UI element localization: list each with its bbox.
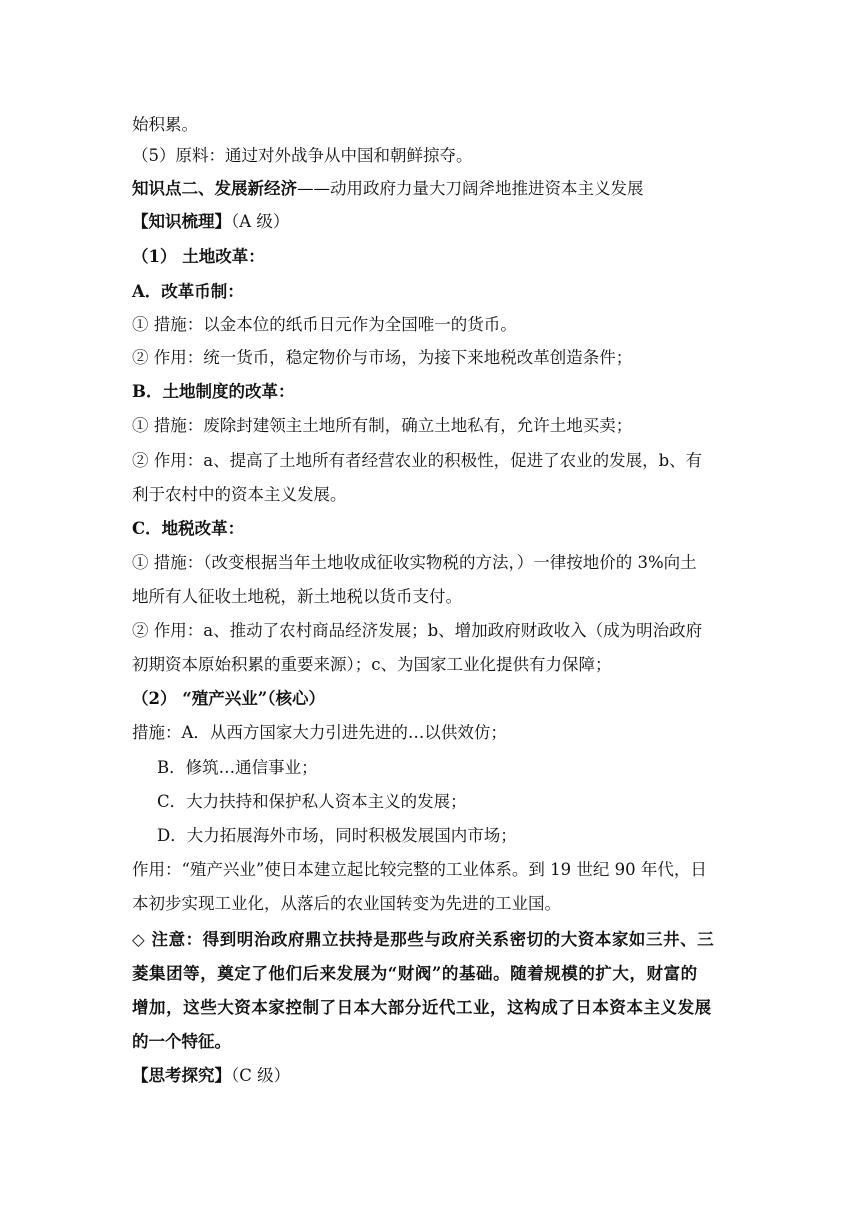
item-heading: A．改革币制： (132, 282, 244, 301)
subsection-heading (132, 211, 732, 233)
heading-bold: 知识点二、发展新经济 (132, 179, 297, 198)
note-line: 菱集团等，奠定了他们后来发展为“财阀”的基础。随着规模的扩大，财富的 (132, 964, 698, 983)
item-heading: B．土地制度的改革： (132, 382, 295, 401)
level-tag: （C 级） (231, 1066, 291, 1085)
item-heading: C．地税改革： (132, 519, 245, 538)
note-line: 增加，这些大资本家控制了日本大部分近代工业，这构成了日本资本主义发展 (132, 998, 712, 1017)
text-line: 措施：A．从西方国家大力引进先进的…以供效仿； (132, 723, 507, 742)
text-line: 始积累。 (132, 115, 198, 134)
text-line: ① 措施：以金本位的纸币日元作为全国唯一的货币。 (132, 315, 517, 334)
text-line: ① 措施：（改变根据当年土地收成征收实物税的方法，）一律按地价的 3%向土 (132, 553, 697, 572)
text-line: C．大力扶持和保护私人资本主义的发展； (157, 792, 467, 811)
text-line: ② 作用：a、提高了土地所有者经营农业的积极性，促进了农业的发展，b、有 (132, 451, 703, 470)
text-line: 初期资本原始积累的重要来源）；c、为国家工业化提供有力保障； (132, 655, 612, 674)
text-line: D．大力拓展海外市场，同时积极发展国内市场； (157, 826, 517, 845)
text-line: ② 作用：a、推动了农村商品经济发展；b、增加政府财政收入（成为明治政府 (132, 621, 703, 640)
text-line: 作用：“殖产兴业”使日本建立起比较完整的工业体系。到 19 世纪 90 年代，日 (132, 860, 707, 879)
item-heading: （1） 土地改革： (132, 247, 265, 266)
level-tag: （A 级） (231, 212, 290, 231)
text-line: 地所有人征收土地税，新土地税以货币支付。 (132, 587, 462, 606)
text-line: ① 措施：废除封建领主土地所有制，确立土地私有，允许土地买卖； (132, 416, 633, 435)
heading-subtitle: ——动用政府力量大刀阔斧地推进资本主义发展 (297, 179, 644, 198)
section-heading (132, 178, 732, 200)
note-line: 的一个特征。 (132, 1032, 231, 1051)
heading-bold: 【知识梳理】 (132, 212, 231, 231)
item-heading: （2） “殖产兴业”（核心） (132, 689, 325, 708)
subsection-heading (132, 1065, 732, 1087)
heading-bold: 【思考探究】 (132, 1066, 231, 1085)
text-line: （5）原料：通过对外战争从中国和朝鲜掠夺。 (132, 146, 473, 165)
text-line: B．修筑…通信事业； (157, 758, 318, 777)
text-line: ② 作用：统一货币，稳定物价与市场，为接下来地税改革创造条件； (132, 348, 633, 367)
text-line: 本初步实现工业化，从落后的农业国转变为先进的工业国。 (132, 894, 561, 913)
note-line: ◇ 注意：得到明治政府鼎立扶持是那些与政府关系密切的大资本家如三井、三 (132, 930, 715, 949)
text-line: 利于农村中的资本主义发展。 (132, 485, 347, 504)
